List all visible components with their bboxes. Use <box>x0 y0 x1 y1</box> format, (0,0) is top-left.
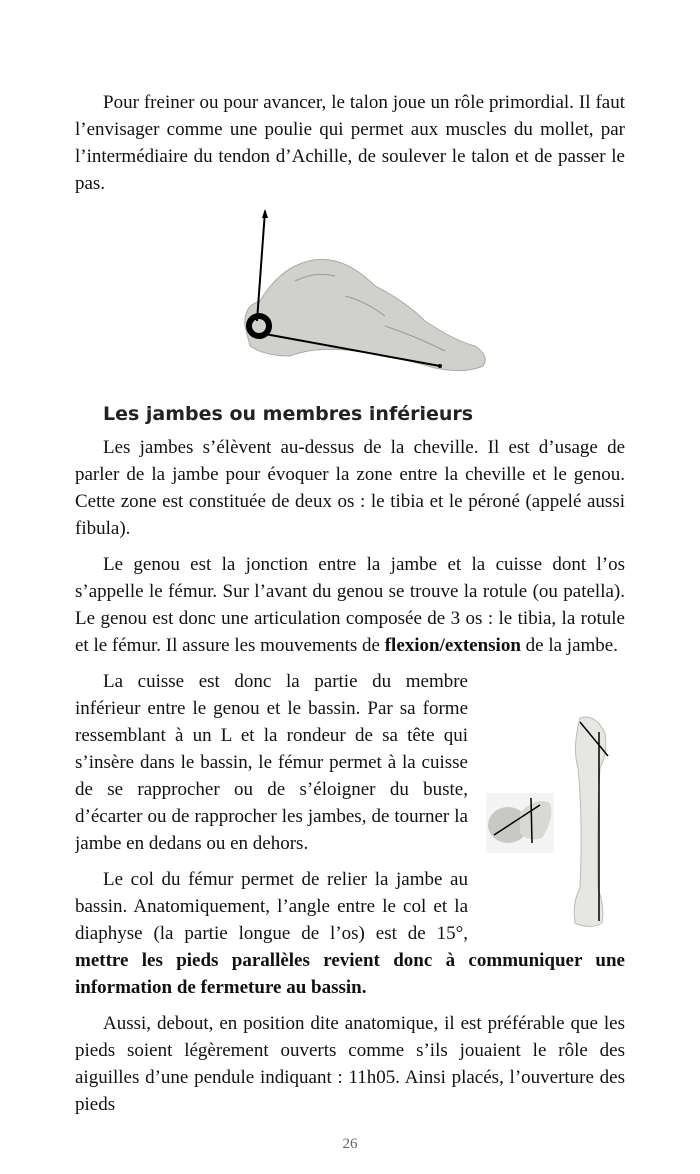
paragraph-thigh: La cuisse est donc la partie du membre inférieur entre le genou et le bassin. Par sa forme ressemblant à un L et la rondeur de sa tête qui s’insère dans le bassin, le fémur permet à la cuisse de se rapprocher ou de s’éloigner du buste, d’écarter ou de rapprocher les jambes, de tourner la jambe en dedans ou en dehors. <box>75 671 468 854</box>
paragraph-anatomic-position: Aussi, debout, en position dite anatomique, il est préférable que les pieds soient légèrement ouverts comme s’ils jouaient le rôle des aiguilles d’une pendule indiquant : 11h05. Ainsi placés, l’ouverture des pieds <box>75 1013 625 1115</box>
text: Le genou est la jonction entre la jambe et la cuisse dont l’os s’appelle le fémur. Sur l’avant du genou se trouve la rotule (ou patella). Le genou est donc une articulation composée de 3 os : le tibia, la rotule et le fémur. Il assure les mouvements de <box>75 554 625 656</box>
section-heading: Les jambes ou membres inférieurs <box>103 403 474 425</box>
paragraph-knee <box>75 551 625 659</box>
text: de la jambe. <box>520 635 618 656</box>
femur-section <box>75 668 625 1010</box>
bold-text: flexion/extension <box>384 635 521 656</box>
text: Le col du fémur permet de relier la jambe au bassin. Anatomiquement, l’angle entre le col et la diaphyse (la partie longue de l’os) est de 15°, <box>75 869 468 944</box>
paragraph-legs: Les jambes s’élèvent au-dessus de la cheville. Il est d’usage de parler de la jambe pour évoquer la zone entre la cheville et le genou. Cette zone est constituée de deux os : le tibia et le péroné (appelé aussi fibula). <box>75 437 625 539</box>
foot-skeleton-figure <box>235 206 495 386</box>
paragraph-heel: Pour freiner ou pour avancer, le talon joue un rôle primordial. Il faut l’envisager comme une poulie qui permet aux muscles du mollet, par l’intermédiaire du tendon d’Achille, de soulever le talon et de passer le pas. <box>75 92 625 194</box>
bold-text: mettre les pieds parallèles revient donc à communiquer une information de fermeture au bassin. <box>75 950 625 998</box>
page-number: 26 <box>342 1136 358 1152</box>
femur-figure <box>480 708 625 938</box>
